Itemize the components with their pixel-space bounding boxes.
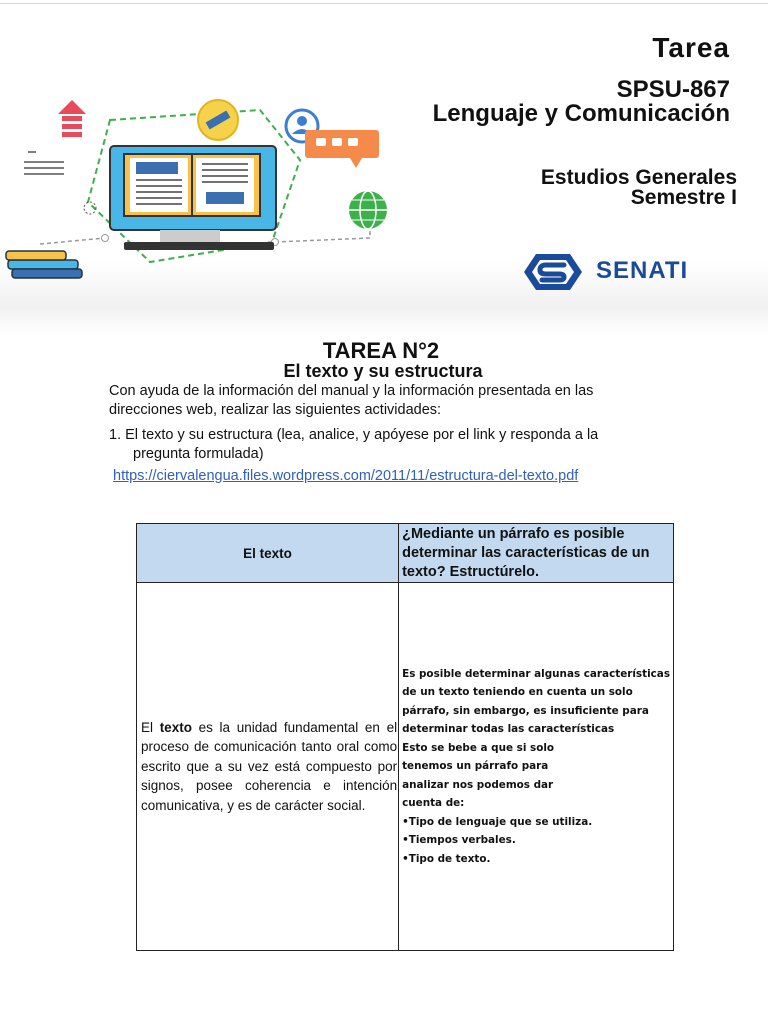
answer-line: Es posible determinar algunas características (402, 667, 670, 680)
answer-bullet: •Tipo de texto. (402, 852, 491, 865)
globe-icon (349, 191, 387, 229)
doc-type-label: Tarea (652, 32, 730, 63)
course-name: Lenguaje y Comunicación (432, 100, 730, 127)
assignment-subtitle: El texto y su estructura (283, 361, 483, 381)
answer-table (136, 523, 674, 951)
chat-icon (305, 130, 379, 168)
program-name: Estudios Generales (540, 166, 737, 189)
answer-bullet: •Tipo de lenguaje que se utiliza. (402, 815, 593, 828)
activity-item (109, 426, 649, 464)
answer-bullet: •Tiempos verbales. (402, 834, 516, 847)
answer-line: párrafo, sin embargo, es insuficiente para (402, 704, 649, 717)
books-icon (6, 251, 82, 278)
semester-label: Semestre I (630, 186, 737, 209)
answer-line: cuenta de: (402, 797, 465, 810)
book-icon (124, 154, 260, 216)
assignment-title: TAREA N°2 (322, 338, 440, 363)
education-illustration (0, 92, 400, 292)
answer-line: tenemos un párrafo para (402, 760, 549, 773)
definition-cell (137, 583, 399, 951)
logo-text: SENATI (596, 257, 689, 284)
answer-line: de un texto teniendo en cuenta un solo (402, 686, 633, 699)
activity-text-line2: pregunta formulada) (133, 446, 264, 462)
definition-post: es la unidad fundamental en el proceso de comunicación tanto oral como escrito que a su vez está compuesto por signos, posee coherencia e intención comunicativa, y es de carácter social. (141, 719, 398, 813)
col2-header: ¿Mediante un párrafo es posible determinar las características de un texto? Estructúrelo. (399, 524, 674, 583)
reference-link[interactable]: https://ciervalengua.files.wordpress.com/2011/11/estructura-del-texto.pdf (113, 468, 579, 484)
activity-text-line1: El texto y su estructura (lea, analice, y apóyese por el link y responda a la (125, 427, 599, 443)
answer-line: analizar nos podemos dar (402, 778, 554, 791)
intro-paragraph: Con ayuda de la información del manual y la información presentada en las direcciones web, realizar las siguientes actividades: (109, 383, 594, 418)
answer-cell (399, 583, 674, 951)
senati-logo-icon (522, 252, 584, 292)
answer-line: determinar todas las características (402, 723, 615, 736)
activity-number: 1. (109, 427, 122, 443)
course-code: SPSU-867 (616, 76, 730, 103)
pencil-icon (198, 100, 238, 140)
definition-keyword: texto (159, 719, 192, 735)
list-icon (24, 152, 64, 174)
upload-icon (58, 100, 86, 137)
col1-header: El texto (137, 524, 399, 583)
senati-logo (522, 252, 722, 292)
document-header (0, 4, 768, 334)
definition-pre: El (141, 719, 154, 735)
answer-line: Esto se bebe a que si solo (402, 741, 555, 754)
